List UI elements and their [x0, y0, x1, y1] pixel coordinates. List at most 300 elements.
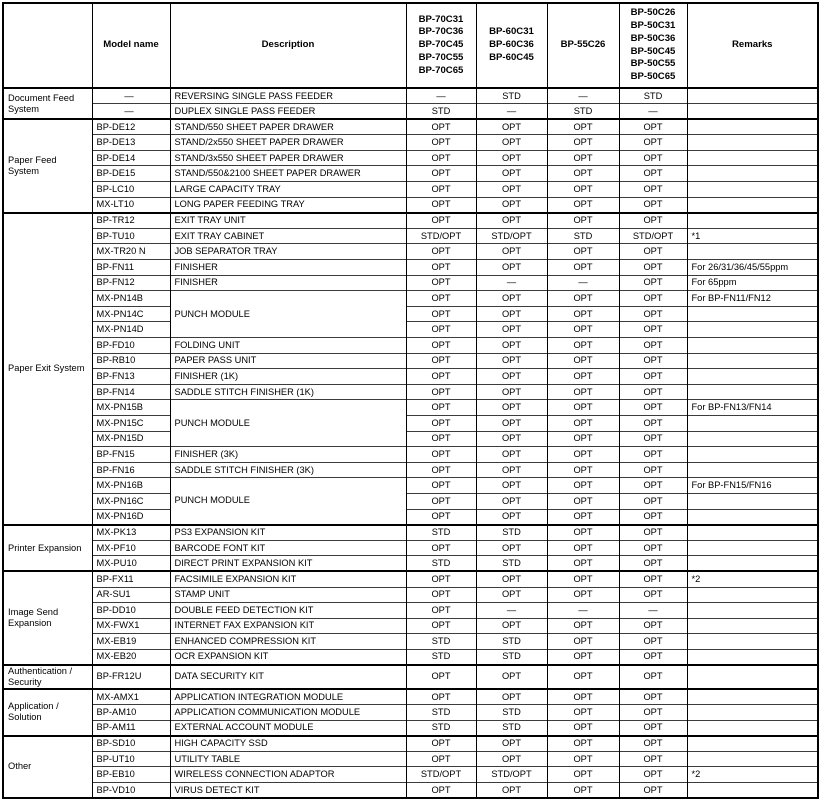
value-bp70-cell: STD	[406, 556, 476, 572]
remark-cell	[687, 384, 818, 400]
category-cell: Application / Solution	[3, 689, 92, 736]
model-name-cell: BP-FN14	[92, 384, 170, 400]
value-bp60-cell: OPT	[476, 244, 547, 260]
remark-cell	[687, 689, 818, 705]
remark-cell: For BP-FN13/FN14	[687, 400, 818, 416]
value-bp60-cell: —	[476, 104, 547, 120]
value-bp55-cell: OPT	[547, 353, 619, 369]
value-bp50-cell: OPT	[619, 736, 687, 752]
model-name-cell: BP-FN13	[92, 369, 170, 385]
table-row	[3, 556, 818, 572]
value-bp50-cell: STD/OPT	[619, 228, 687, 244]
header-bp60-models: BP-60C31 BP-60C36 BP-60C45	[476, 3, 547, 88]
value-bp60-cell: STD	[476, 705, 547, 721]
remark-cell	[687, 197, 818, 213]
value-bp70-cell: OPT	[406, 213, 476, 229]
remark-cell	[687, 649, 818, 665]
value-bp70-cell: OPT	[406, 540, 476, 556]
remark-cell	[687, 88, 818, 104]
value-bp55-cell: OPT	[547, 400, 619, 416]
table-row	[3, 182, 818, 198]
description-cell: HIGH CAPACITY SSD	[170, 736, 406, 752]
remark-cell	[687, 462, 818, 478]
description-cell: EXTERNAL ACCOUNT MODULE	[170, 720, 406, 736]
remark-cell: *2	[687, 571, 818, 587]
model-name-cell: MX-PN14D	[92, 322, 170, 338]
description-cell: DIRECT PRINT EXPANSION KIT	[170, 556, 406, 572]
remark-cell	[687, 665, 818, 689]
value-bp70-cell: OPT	[406, 291, 476, 307]
value-bp50-cell: OPT	[619, 689, 687, 705]
model-name-cell: BP-FR12U	[92, 665, 170, 689]
value-bp60-cell: OPT	[476, 197, 547, 213]
value-bp55-cell: OPT	[547, 135, 619, 151]
table-row	[3, 291, 818, 307]
remark-cell	[687, 415, 818, 431]
table-row	[3, 603, 818, 619]
remark-cell: *2	[687, 767, 818, 783]
description-cell: FINISHER	[170, 275, 406, 291]
value-bp55-cell: OPT	[547, 571, 619, 587]
table-row	[3, 783, 818, 799]
value-bp60-cell: STD	[476, 556, 547, 572]
options-compatibility-table	[2, 2, 819, 799]
remark-cell	[687, 736, 818, 752]
remark-cell	[687, 353, 818, 369]
remark-cell	[687, 119, 818, 135]
table-row	[3, 571, 818, 587]
value-bp55-cell: OPT	[547, 197, 619, 213]
description-cell: OCR EXPANSION KIT	[170, 649, 406, 665]
model-name-cell: —	[92, 104, 170, 120]
value-bp60-cell: STD	[476, 634, 547, 650]
table-row	[3, 119, 818, 135]
value-bp60-cell: OPT	[476, 182, 547, 198]
table-row	[3, 322, 818, 338]
value-bp55-cell: OPT	[547, 556, 619, 572]
value-bp50-cell: OPT	[619, 415, 687, 431]
model-name-cell: BP-DE13	[92, 135, 170, 151]
remark-cell	[687, 783, 818, 799]
remark-cell	[687, 525, 818, 541]
value-bp60-cell: OPT	[476, 306, 547, 322]
value-bp60-cell: OPT	[476, 493, 547, 509]
value-bp55-cell: OPT	[547, 649, 619, 665]
value-bp55-cell: OPT	[547, 369, 619, 385]
value-bp50-cell: OPT	[619, 244, 687, 260]
value-bp70-cell: OPT	[406, 150, 476, 166]
description-cell: SADDLE STITCH FINISHER (3K)	[170, 462, 406, 478]
model-name-cell: BP-AM11	[92, 720, 170, 736]
remark-cell	[687, 213, 818, 229]
value-bp55-cell: OPT	[547, 462, 619, 478]
model-name-cell: BP-TR12	[92, 213, 170, 229]
description-cell: APPLICATION INTEGRATION MODULE	[170, 689, 406, 705]
value-bp55-cell: OPT	[547, 540, 619, 556]
value-bp70-cell: OPT	[406, 119, 476, 135]
value-bp50-cell: OPT	[619, 306, 687, 322]
value-bp70-cell: OPT	[406, 369, 476, 385]
value-bp50-cell: OPT	[619, 400, 687, 416]
value-bp70-cell: STD	[406, 705, 476, 721]
value-bp60-cell: OPT	[476, 618, 547, 634]
description-cell: FINISHER	[170, 260, 406, 276]
category-cell: Other	[3, 736, 92, 798]
description-cell: EXIT TRAY UNIT	[170, 213, 406, 229]
value-bp55-cell: OPT	[547, 322, 619, 338]
table-row	[3, 400, 818, 416]
value-bp70-cell: OPT	[406, 618, 476, 634]
value-bp50-cell: OPT	[619, 384, 687, 400]
value-bp70-cell: OPT	[406, 431, 476, 447]
value-bp60-cell: OPT	[476, 322, 547, 338]
remark-cell	[687, 322, 818, 338]
value-bp55-cell: OPT	[547, 767, 619, 783]
value-bp70-cell: OPT	[406, 415, 476, 431]
description-cell: DOUBLE FEED DETECTION KIT	[170, 603, 406, 619]
model-name-cell: MX-PN14C	[92, 306, 170, 322]
description-cell: STAND/550 SHEET PAPER DRAWER	[170, 119, 406, 135]
value-bp50-cell: OPT	[619, 447, 687, 463]
description-cell: JOB SEPARATOR TRAY	[170, 244, 406, 260]
description-cell: PUNCH MODULE	[170, 478, 406, 525]
model-name-cell: MX-PN15B	[92, 400, 170, 416]
value-bp55-cell: OPT	[547, 665, 619, 689]
remark-cell	[687, 751, 818, 767]
remark-cell: For 26/31/36/45/55ppm	[687, 260, 818, 276]
description-cell: FINISHER (3K)	[170, 447, 406, 463]
table-row	[3, 166, 818, 182]
table-row	[3, 509, 818, 525]
value-bp70-cell: STD	[406, 634, 476, 650]
remark-cell	[687, 540, 818, 556]
value-bp55-cell: OPT	[547, 783, 619, 799]
table-row	[3, 415, 818, 431]
remark-cell	[687, 587, 818, 603]
value-bp60-cell: STD/OPT	[476, 228, 547, 244]
model-name-cell: BP-FN11	[92, 260, 170, 276]
table-header	[3, 3, 818, 88]
remark-cell	[687, 306, 818, 322]
value-bp55-cell: OPT	[547, 244, 619, 260]
model-name-cell: MX-FWX1	[92, 618, 170, 634]
table-row	[3, 587, 818, 603]
value-bp70-cell: OPT	[406, 571, 476, 587]
table-row	[3, 751, 818, 767]
value-bp60-cell: OPT	[476, 478, 547, 494]
header-row	[3, 3, 818, 88]
remark-cell: For BP-FN11/FN12	[687, 291, 818, 307]
value-bp60-cell: OPT	[476, 338, 547, 354]
value-bp50-cell: OPT	[619, 493, 687, 509]
header-description: Description	[170, 3, 406, 88]
description-cell: PS3 EXPANSION KIT	[170, 525, 406, 541]
value-bp50-cell: OPT	[619, 353, 687, 369]
value-bp60-cell: STD/OPT	[476, 767, 547, 783]
description-cell: FOLDING UNIT	[170, 338, 406, 354]
value-bp60-cell: OPT	[476, 462, 547, 478]
value-bp70-cell: STD	[406, 649, 476, 665]
table-row	[3, 447, 818, 463]
value-bp70-cell: OPT	[406, 603, 476, 619]
value-bp55-cell: OPT	[547, 213, 619, 229]
remark-cell: *1	[687, 228, 818, 244]
table-row	[3, 353, 818, 369]
value-bp60-cell: —	[476, 275, 547, 291]
table-row	[3, 736, 818, 752]
value-bp50-cell: OPT	[619, 618, 687, 634]
value-bp70-cell: OPT	[406, 783, 476, 799]
value-bp70-cell: STD/OPT	[406, 228, 476, 244]
value-bp55-cell: OPT	[547, 493, 619, 509]
value-bp60-cell: OPT	[476, 783, 547, 799]
value-bp60-cell: OPT	[476, 166, 547, 182]
model-name-cell: BP-FN12	[92, 275, 170, 291]
value-bp50-cell: OPT	[619, 587, 687, 603]
value-bp50-cell: OPT	[619, 119, 687, 135]
remark-cell	[687, 618, 818, 634]
remark-cell: For 65ppm	[687, 275, 818, 291]
value-bp60-cell: OPT	[476, 369, 547, 385]
value-bp50-cell: OPT	[619, 213, 687, 229]
value-bp50-cell: STD	[619, 88, 687, 104]
table-row	[3, 197, 818, 213]
value-bp55-cell: OPT	[547, 415, 619, 431]
value-bp70-cell: OPT	[406, 665, 476, 689]
remark-cell	[687, 447, 818, 463]
remark-cell	[687, 244, 818, 260]
model-name-cell: BP-EB10	[92, 767, 170, 783]
value-bp60-cell: OPT	[476, 751, 547, 767]
description-cell: FACSIMILE EXPANSION KIT	[170, 571, 406, 587]
value-bp55-cell: OPT	[547, 478, 619, 494]
value-bp60-cell: OPT	[476, 135, 547, 151]
model-name-cell: BP-TU10	[92, 228, 170, 244]
value-bp50-cell: OPT	[619, 705, 687, 721]
value-bp70-cell: OPT	[406, 306, 476, 322]
description-cell: STAND/2x550 SHEET PAPER DRAWER	[170, 135, 406, 151]
table-row	[3, 275, 818, 291]
value-bp70-cell: OPT	[406, 509, 476, 525]
description-cell: LARGE CAPACITY TRAY	[170, 182, 406, 198]
value-bp70-cell: OPT	[406, 275, 476, 291]
value-bp70-cell: OPT	[406, 197, 476, 213]
value-bp55-cell: OPT	[547, 384, 619, 400]
description-cell: BARCODE FONT KIT	[170, 540, 406, 556]
model-name-cell: MX-PK13	[92, 525, 170, 541]
description-cell: INTERNET FAX EXPANSION KIT	[170, 618, 406, 634]
header-model-name: Model name	[92, 3, 170, 88]
value-bp60-cell: OPT	[476, 689, 547, 705]
value-bp50-cell: OPT	[619, 751, 687, 767]
value-bp60-cell: OPT	[476, 260, 547, 276]
value-bp70-cell: OPT	[406, 135, 476, 151]
model-name-cell: BP-DE12	[92, 119, 170, 135]
remark-cell	[687, 166, 818, 182]
value-bp50-cell: OPT	[619, 462, 687, 478]
value-bp55-cell: OPT	[547, 736, 619, 752]
header-bp70-models: BP-70C31 BP-70C36 BP-70C45 BP-70C55 BP-70C65	[406, 3, 476, 88]
value-bp60-cell: OPT	[476, 415, 547, 431]
model-name-cell: BP-AM10	[92, 705, 170, 721]
value-bp70-cell: OPT	[406, 322, 476, 338]
value-bp60-cell: OPT	[476, 587, 547, 603]
remark-cell: For BP-FN15/FN16	[687, 478, 818, 494]
table-row	[3, 720, 818, 736]
table-row	[3, 306, 818, 322]
description-cell: ENHANCED COMPRESSION KIT	[170, 634, 406, 650]
value-bp55-cell: OPT	[547, 291, 619, 307]
value-bp70-cell: OPT	[406, 182, 476, 198]
value-bp55-cell: OPT	[547, 119, 619, 135]
value-bp70-cell: OPT	[406, 338, 476, 354]
model-name-cell: MX-LT10	[92, 197, 170, 213]
table-row	[3, 150, 818, 166]
model-name-cell: BP-LC10	[92, 182, 170, 198]
table-row	[3, 462, 818, 478]
value-bp60-cell: STD	[476, 720, 547, 736]
remark-cell	[687, 104, 818, 120]
value-bp50-cell: OPT	[619, 150, 687, 166]
model-name-cell: MX-EB19	[92, 634, 170, 650]
value-bp60-cell: OPT	[476, 150, 547, 166]
model-name-cell: MX-PN15C	[92, 415, 170, 431]
model-name-cell: MX-EB20	[92, 649, 170, 665]
description-cell: STAND/550&2100 SHEET PAPER DRAWER	[170, 166, 406, 182]
value-bp70-cell: STD/OPT	[406, 767, 476, 783]
value-bp70-cell: OPT	[406, 478, 476, 494]
value-bp70-cell: OPT	[406, 353, 476, 369]
value-bp70-cell: OPT	[406, 260, 476, 276]
model-name-cell: MX-TR20 N	[92, 244, 170, 260]
value-bp55-cell: OPT	[547, 150, 619, 166]
value-bp60-cell: OPT	[476, 571, 547, 587]
description-cell: SADDLE STITCH FINISHER (1K)	[170, 384, 406, 400]
value-bp55-cell: —	[547, 88, 619, 104]
model-name-cell: BP-SD10	[92, 736, 170, 752]
model-name-cell: MX-PN15D	[92, 431, 170, 447]
value-bp60-cell: OPT	[476, 400, 547, 416]
value-bp60-cell: OPT	[476, 119, 547, 135]
table-row	[3, 338, 818, 354]
description-cell: APPLICATION COMMUNICATION MODULE	[170, 705, 406, 721]
category-cell: Printer Expansion	[3, 525, 92, 572]
value-bp50-cell: OPT	[619, 509, 687, 525]
value-bp50-cell: OPT	[619, 720, 687, 736]
value-bp70-cell: STD	[406, 525, 476, 541]
table-row	[3, 525, 818, 541]
value-bp60-cell: OPT	[476, 736, 547, 752]
value-bp70-cell: OPT	[406, 244, 476, 260]
value-bp50-cell: OPT	[619, 649, 687, 665]
table-row	[3, 649, 818, 665]
value-bp70-cell: STD	[406, 720, 476, 736]
value-bp70-cell: OPT	[406, 587, 476, 603]
description-cell: UTILITY TABLE	[170, 751, 406, 767]
value-bp60-cell: OPT	[476, 384, 547, 400]
value-bp50-cell: OPT	[619, 166, 687, 182]
value-bp55-cell: OPT	[547, 338, 619, 354]
model-name-cell: BP-FX11	[92, 571, 170, 587]
model-name-cell: MX-PN16D	[92, 509, 170, 525]
remark-cell	[687, 182, 818, 198]
header-bp55-model: BP-55C26	[547, 3, 619, 88]
value-bp55-cell: STD	[547, 228, 619, 244]
value-bp50-cell: OPT	[619, 634, 687, 650]
value-bp50-cell: OPT	[619, 478, 687, 494]
remark-cell	[687, 135, 818, 151]
table-row	[3, 705, 818, 721]
header-remarks: Remarks	[687, 3, 818, 88]
value-bp50-cell: OPT	[619, 431, 687, 447]
value-bp55-cell: OPT	[547, 618, 619, 634]
value-bp55-cell: —	[547, 603, 619, 619]
model-name-cell: MX-PU10	[92, 556, 170, 572]
value-bp70-cell: OPT	[406, 400, 476, 416]
description-cell: DATA SECURITY KIT	[170, 665, 406, 689]
remark-cell	[687, 634, 818, 650]
table-row	[3, 540, 818, 556]
value-bp70-cell: OPT	[406, 166, 476, 182]
value-bp55-cell: OPT	[547, 182, 619, 198]
remark-cell	[687, 556, 818, 572]
value-bp50-cell: OPT	[619, 783, 687, 799]
value-bp50-cell: OPT	[619, 665, 687, 689]
model-name-cell: BP-DE14	[92, 150, 170, 166]
value-bp55-cell: OPT	[547, 587, 619, 603]
category-cell: Authentication / Security	[3, 665, 92, 689]
value-bp55-cell: OPT	[547, 634, 619, 650]
model-name-cell: MX-AMX1	[92, 689, 170, 705]
model-name-cell: BP-DD10	[92, 603, 170, 619]
value-bp55-cell: OPT	[547, 525, 619, 541]
value-bp60-cell: STD	[476, 649, 547, 665]
value-bp60-cell: OPT	[476, 213, 547, 229]
model-name-cell: BP-FN16	[92, 462, 170, 478]
table-row	[3, 228, 818, 244]
table-row	[3, 213, 818, 229]
value-bp50-cell: OPT	[619, 322, 687, 338]
value-bp70-cell: OPT	[406, 447, 476, 463]
value-bp55-cell: OPT	[547, 260, 619, 276]
model-name-cell: BP-UT10	[92, 751, 170, 767]
value-bp55-cell: OPT	[547, 720, 619, 736]
model-name-cell: AR-SU1	[92, 587, 170, 603]
value-bp50-cell: OPT	[619, 291, 687, 307]
table-row	[3, 618, 818, 634]
value-bp50-cell: OPT	[619, 571, 687, 587]
table-row	[3, 135, 818, 151]
model-name-cell: —	[92, 88, 170, 104]
value-bp50-cell: OPT	[619, 275, 687, 291]
table-row	[3, 260, 818, 276]
table-row	[3, 478, 818, 494]
value-bp55-cell: OPT	[547, 431, 619, 447]
table-row	[3, 104, 818, 120]
value-bp60-cell: OPT	[476, 540, 547, 556]
description-cell: PUNCH MODULE	[170, 291, 406, 338]
value-bp55-cell: OPT	[547, 705, 619, 721]
value-bp70-cell: —	[406, 88, 476, 104]
description-cell: FINISHER (1K)	[170, 369, 406, 385]
value-bp70-cell: OPT	[406, 493, 476, 509]
value-bp55-cell: STD	[547, 104, 619, 120]
value-bp60-cell: STD	[476, 525, 547, 541]
value-bp50-cell: OPT	[619, 369, 687, 385]
value-bp50-cell: OPT	[619, 197, 687, 213]
description-cell: DUPLEX SINGLE PASS FEEDER	[170, 104, 406, 120]
model-name-cell: MX-PF10	[92, 540, 170, 556]
